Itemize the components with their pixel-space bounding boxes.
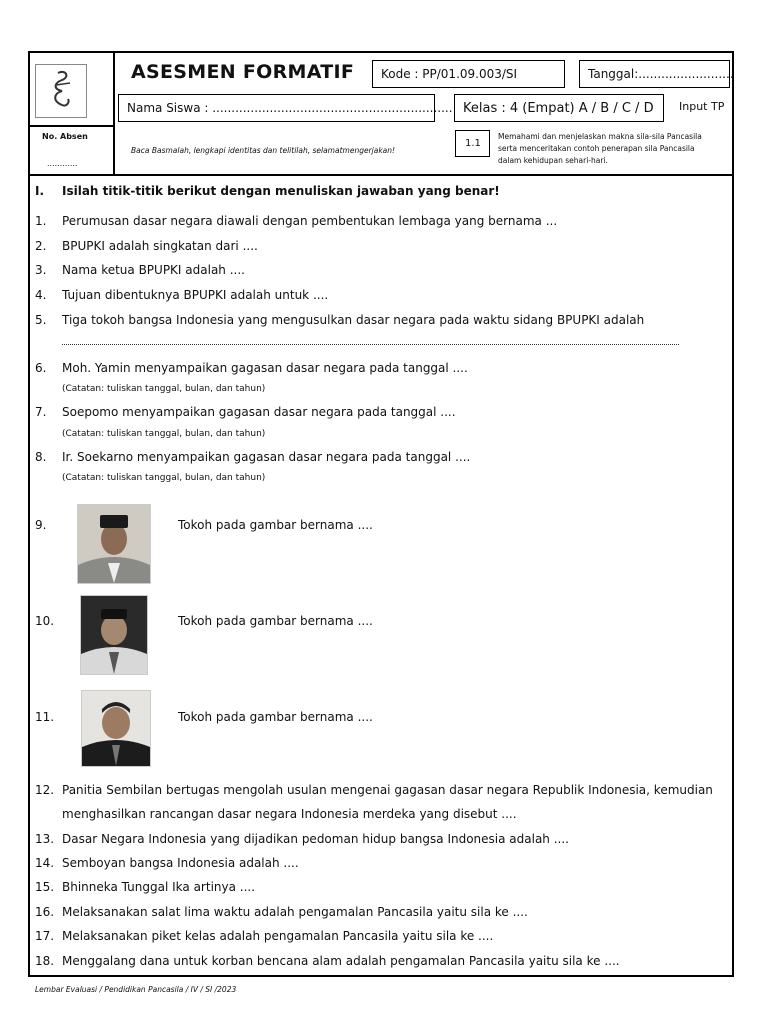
question-text: Tokoh pada gambar bernama .... xyxy=(178,710,373,724)
tp-description xyxy=(498,131,702,167)
question-number: 10. xyxy=(35,614,55,628)
question-number: 12. xyxy=(35,783,55,797)
question-text: Menggalang dana untuk korban bencana alam adalah pengamalan Pancasila yaitu sila ke .... xyxy=(62,954,620,968)
question-number: 9. xyxy=(35,518,47,532)
section-heading: Isilah titik-titik berikut dengan menuliskan jawaban yang benar! xyxy=(62,184,500,198)
question-text: Soepomo menyampaikan gagasan dasar negara pada tanggal .... xyxy=(62,405,456,419)
question-text: Panitia Sembilan bertugas mengolah usulan mengenai gagasan dasar negara Republik Indonesia, kemudian xyxy=(62,783,713,797)
question-number: 14. xyxy=(35,856,55,870)
question-number: 5. xyxy=(35,313,47,327)
question-text: Tokoh pada gambar bernama .... xyxy=(178,614,373,628)
school-logo xyxy=(35,64,87,118)
question-number: 13. xyxy=(35,832,55,846)
section-number: I. xyxy=(35,184,45,198)
question-text: Melaksanakan piket kelas adalah pengamalan Pancasila yaitu sila ke .... xyxy=(62,929,494,943)
footer-text: Lembar Evaluasi / Pendidikan Pancasila / IV / SI /2023 xyxy=(35,985,237,994)
tp-desc-line: dalam kehidupan sehari-hari. xyxy=(498,156,608,165)
tp-desc-line: Memahami dan menjelaskan makna sila-sila Pancasila xyxy=(498,132,702,141)
kelas-box xyxy=(454,94,664,122)
question-text: Nama ketua BPUPKI adalah .... xyxy=(62,263,245,277)
question-text: Semboyan bangsa Indonesia adalah .... xyxy=(62,856,299,870)
question-number: 4. xyxy=(35,288,47,302)
tp-desc-line: serta menceritakan contoh penerapan sila Pancasila xyxy=(498,144,695,153)
logo-divider xyxy=(28,125,114,127)
question-text: Bhinneka Tunggal Ika artinya .... xyxy=(62,880,256,894)
question-number: 8. xyxy=(35,450,47,464)
tanggal-field[interactable] xyxy=(579,60,734,88)
question-number: 2. xyxy=(35,239,47,253)
question-number: 3. xyxy=(35,263,47,277)
answer-dotted-line[interactable] xyxy=(62,336,679,345)
question-text: Dasar Negara Indonesia yang dijadikan pedoman hidup bangsa Indonesia adalah .... xyxy=(62,832,569,846)
tp-code: 1.1 xyxy=(465,138,481,149)
page-title: ASESMEN FORMATIF xyxy=(131,61,355,83)
note-text: (Catatan: tuliskan tanggal, bulan, dan tahun) xyxy=(62,473,266,483)
portrait-photo-3 xyxy=(81,690,151,767)
question-number: 6. xyxy=(35,361,47,375)
no-absen-label: No. Absen xyxy=(42,132,88,141)
question-number: 7. xyxy=(35,405,47,419)
question-text: Perumusan dasar negara diawali dengan pembentukan lembaga yang bernama ... xyxy=(62,214,558,228)
question-text: Moh. Yamin menyampaikan gagasan dasar negara pada tanggal .... xyxy=(62,361,468,375)
question-text: Tujuan dibentuknya BPUPKI adalah untuk .... xyxy=(62,288,329,302)
note-text: (Catatan: tuliskan tanggal, bulan, dan tahun) xyxy=(62,429,266,439)
question-text-continued: menghasilkan rancangan dasar negara Indonesia merdeka yang disebut .... xyxy=(62,807,517,821)
question-text: Melaksanakan salat lima waktu adalah pengamalan Pancasila yaitu sila ke .... xyxy=(62,905,528,919)
header-bottom-line xyxy=(28,174,734,176)
question-number: 1. xyxy=(35,214,47,228)
tp-code-box xyxy=(455,130,490,157)
kode-box xyxy=(372,60,565,88)
question-text: Tokoh pada gambar bernama .... xyxy=(178,518,373,532)
portrait-photo-1 xyxy=(77,504,151,584)
question-number: 16. xyxy=(35,905,55,919)
no-absen-value[interactable]: ............ xyxy=(47,159,78,168)
question-number: 17. xyxy=(35,929,55,943)
input-tp-label: Input TP xyxy=(679,100,725,113)
question-text: Tiga tokoh bangsa Indonesia yang mengusulkan dasar negara pada waktu sidang BPUPKI adalah xyxy=(62,313,645,327)
tanggal-text: Tanggal:......................... xyxy=(588,67,734,81)
question-number: 18. xyxy=(35,954,55,968)
nama-siswa-field[interactable] xyxy=(118,94,453,122)
question-number: 15. xyxy=(35,880,55,894)
header-divider-vertical xyxy=(113,51,115,175)
question-text: BPUPKI adalah singkatan dari .... xyxy=(62,239,258,253)
note-text: (Catatan: tuliskan tanggal, bulan, dan tahun) xyxy=(62,384,266,394)
instruction-text: Baca Basmalah, lengkapi identitas dan telitilah, selamatmengerjakan! xyxy=(131,146,396,155)
kode-text: Kode : PP/01.09.003/SI xyxy=(381,67,518,81)
question-text: Ir. Soekarno menyampaikan gagasan dasar negara pada tanggal .... xyxy=(62,450,471,464)
portrait-photo-2 xyxy=(80,595,148,675)
kelas-text: Kelas : 4 (Empat) A / B / C / D xyxy=(463,100,654,116)
nama-siswa-text: Nama Siswa : ............................................................... xyxy=(127,101,453,115)
question-number: 11. xyxy=(35,710,55,724)
